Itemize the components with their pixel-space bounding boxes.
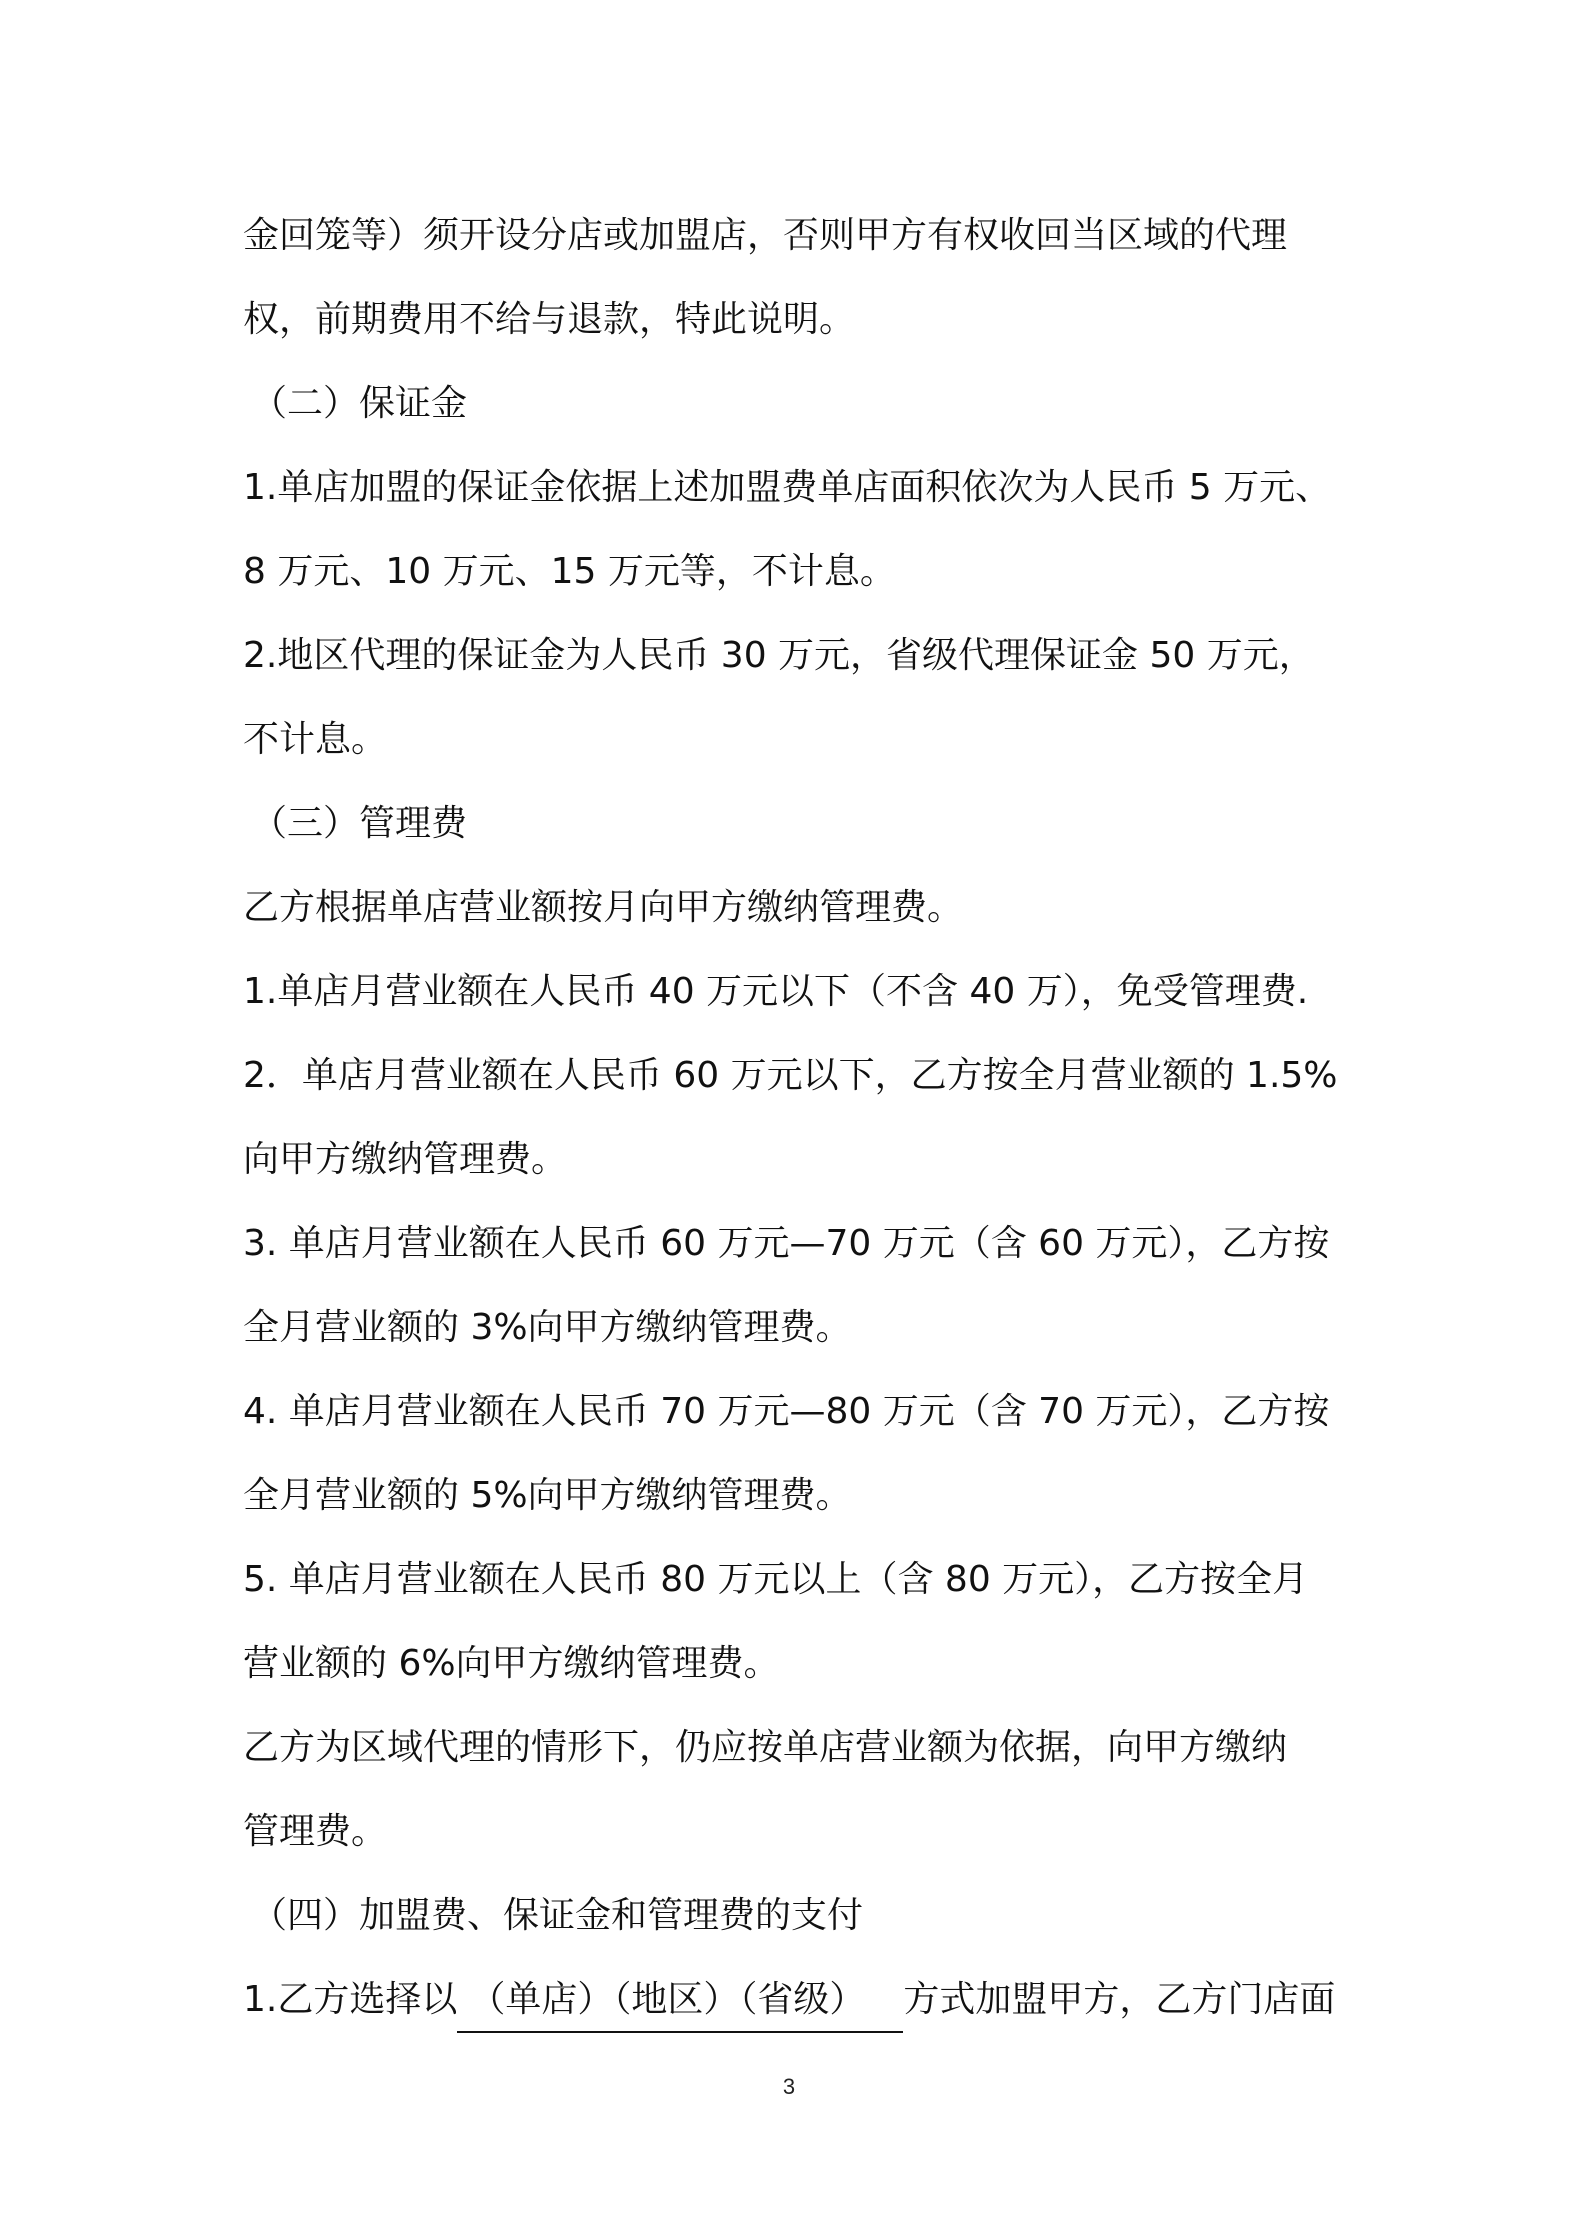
paragraph-line: 管理费。	[243, 1811, 388, 1852]
paragraph-line: 8 万元、10 万元、15 万元等，不计息。	[243, 551, 896, 592]
paragraph-line: 金回笼等）须开设分店或加盟店，否则甲方有权收回当区域的代理	[243, 215, 1288, 256]
fill-in-blank: （单店）（地区）（省级）	[457, 1969, 903, 2033]
paragraph-line-with-blank	[243, 1958, 1353, 2042]
paragraph-line: 权，前期费用不给与退款，特此说明。	[243, 299, 856, 340]
paragraph-line: 乙方为区域代理的情形下，仍应按单店营业额为依据，向甲方缴纳	[243, 1727, 1288, 1768]
paragraph-line: 2.地区代理的保证金为人民币 30 万元，省级代理保证金 50 万元，	[243, 635, 1315, 676]
paragraph-line: 营业额的 6%向甲方缴纳管理费。	[243, 1643, 780, 1684]
paragraph-line: 乙方根据单店营业额按月向甲方缴纳管理费。	[243, 887, 964, 928]
section-heading-payment: （四）加盟费、保证金和管理费的支付	[251, 1895, 864, 1936]
paragraph-line: 全月营业额的 3%向甲方缴纳管理费。	[243, 1307, 852, 1348]
page-number: 3	[782, 2074, 796, 2099]
paragraph-line: 向甲方缴纳管理费。	[243, 1139, 568, 1180]
paragraph-line: 1.单店加盟的保证金依据上述加盟费单店面积依次为人民币 5 万元、	[243, 467, 1332, 508]
document-body	[243, 194, 1353, 2042]
line-suffix: 方式加盟甲方，乙方门店面	[903, 1979, 1336, 2020]
paragraph-line: 2．单店月营业额在人民币 60 万元以下，乙方按全月营业额的 1.5%	[243, 1055, 1338, 1096]
section-heading-management-fee: （三）管理费	[251, 803, 468, 844]
line-prefix: 1.乙方选择以	[243, 1979, 458, 2020]
paragraph-line: 不计息。	[243, 719, 388, 760]
paragraph-line: 5. 单店月营业额在人民币 80 万元以上（含 80 万元），乙方按全月	[243, 1559, 1309, 1600]
paragraph-line: 1.单店月营业额在人民币 40 万元以下（不含 40 万），免受管理费.	[243, 971, 1309, 1012]
section-heading-deposit: （二）保证金	[251, 383, 468, 424]
paragraph-line: 3. 单店月营业额在人民币 60 万元—70 万元（含 60 万元），乙方按	[243, 1223, 1330, 1264]
paragraph-line: 4. 单店月营业额在人民币 70 万元—80 万元（含 70 万元），乙方按	[243, 1391, 1330, 1432]
paragraph-line: 全月营业额的 5%向甲方缴纳管理费。	[243, 1475, 852, 1516]
